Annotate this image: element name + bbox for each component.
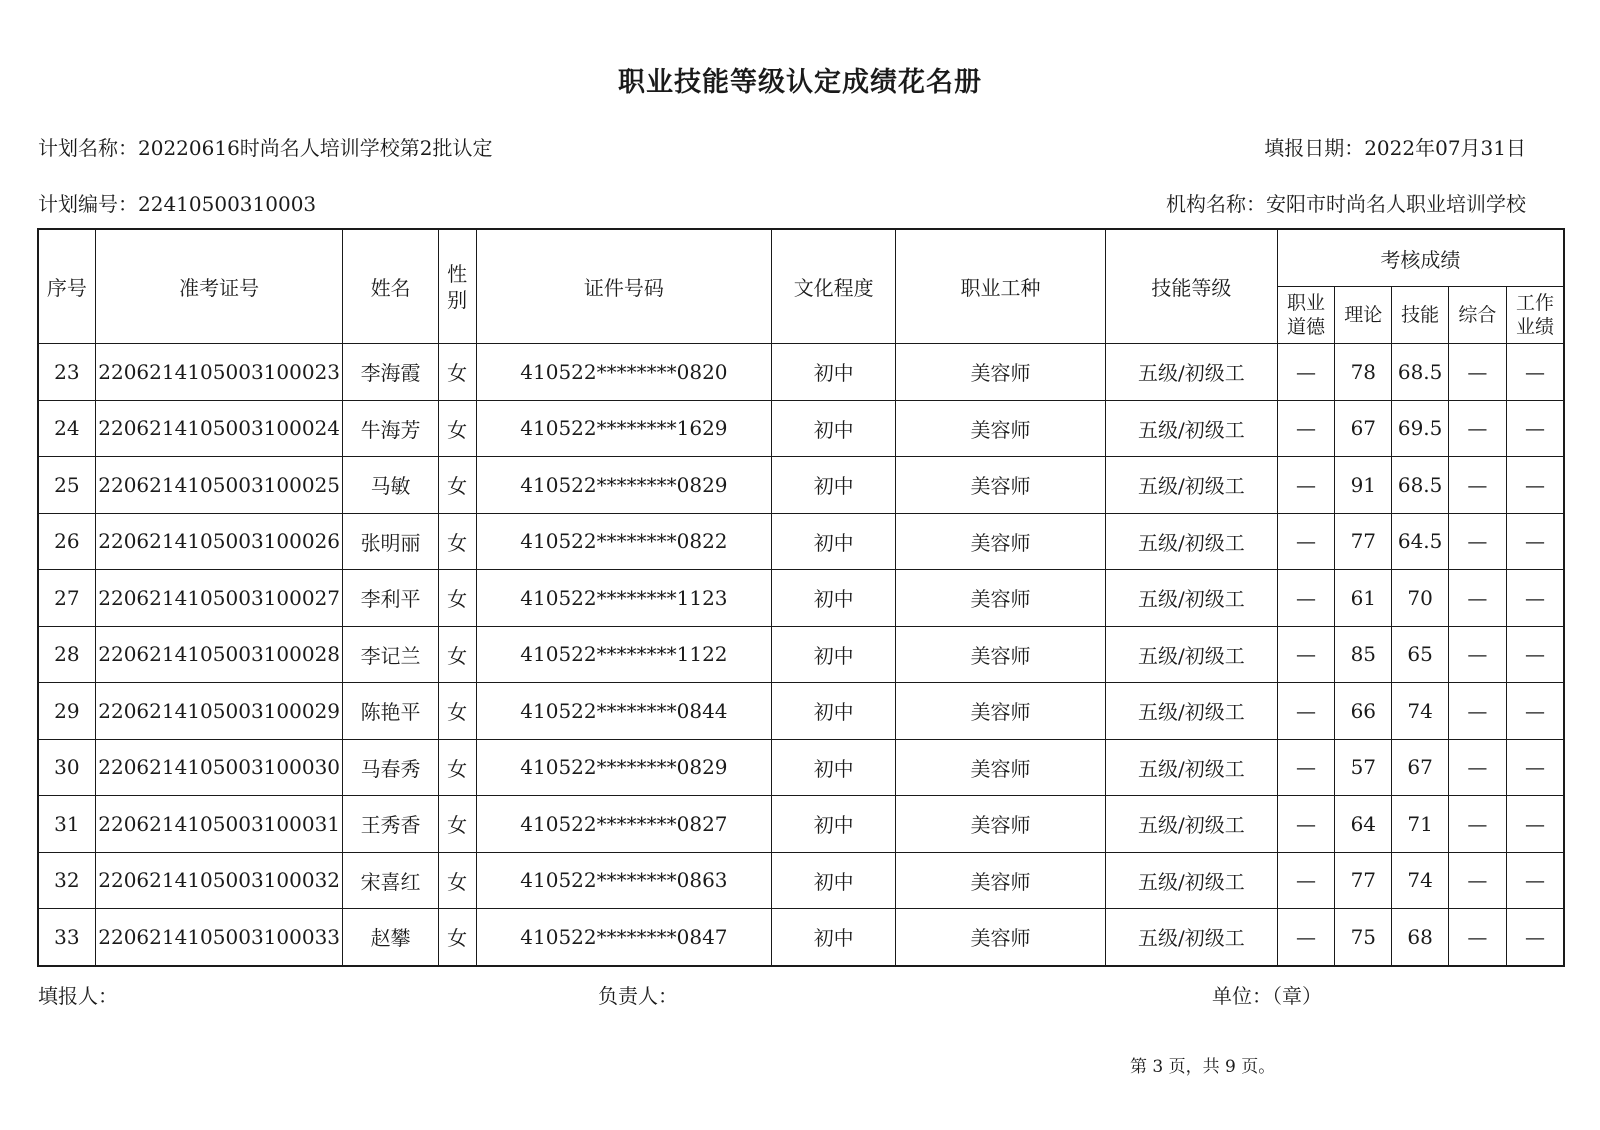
col-header-gender-line2: 别	[447, 287, 468, 312]
cell-ethics: —	[1277, 852, 1334, 909]
table-row	[38, 513, 1564, 570]
cell-overall: —	[1448, 570, 1506, 627]
cell-ethics: —	[1277, 457, 1334, 514]
cell-education: 初中	[772, 344, 896, 401]
cell-education: 初中	[772, 457, 896, 514]
col-header-occupation: 职业工种	[896, 229, 1106, 344]
cell-occupation: 美容师	[896, 570, 1106, 627]
cell-occupation: 美容师	[896, 457, 1106, 514]
cell-level: 五级/初级工	[1105, 344, 1277, 401]
table-row	[38, 570, 1564, 627]
cell-id: 410522********0847	[476, 909, 772, 966]
cell-work: —	[1507, 909, 1564, 966]
cell-id: 410522********0820	[476, 344, 772, 401]
cell-theory: 61	[1335, 570, 1392, 627]
cell-education: 初中	[772, 626, 896, 683]
cell-theory: 77	[1335, 513, 1392, 570]
cell-seq: 33	[38, 909, 95, 966]
cell-gender: 女	[438, 570, 476, 627]
cell-gender: 女	[438, 739, 476, 796]
cell-name: 马敏	[343, 457, 438, 514]
cell-ticket: 2206214105003100031	[95, 796, 343, 853]
table-row	[38, 739, 1564, 796]
score-roster-table	[37, 228, 1565, 967]
responsible-label: 负责人：	[598, 984, 678, 1008]
cell-overall: —	[1448, 683, 1506, 740]
cell-level: 五级/初级工	[1105, 400, 1277, 457]
cell-theory: 67	[1335, 400, 1392, 457]
cell-work: —	[1507, 457, 1564, 514]
cell-ticket: 2206214105003100026	[95, 513, 343, 570]
col-header-overall: 综合	[1448, 287, 1506, 344]
col-header-id: 证件号码	[476, 229, 772, 344]
cell-ethics: —	[1277, 400, 1334, 457]
cell-name: 宋喜红	[343, 852, 438, 909]
cell-skill: 74	[1392, 683, 1448, 740]
cell-work: —	[1507, 796, 1564, 853]
cell-skill: 68.5	[1392, 344, 1448, 401]
cell-overall: —	[1448, 513, 1506, 570]
cell-skill: 68	[1392, 909, 1448, 966]
cell-education: 初中	[772, 852, 896, 909]
cell-name: 李海霞	[343, 344, 438, 401]
cell-gender: 女	[438, 400, 476, 457]
cell-id: 410522********0822	[476, 513, 772, 570]
cell-occupation: 美容师	[896, 683, 1106, 740]
cell-seq: 28	[38, 626, 95, 683]
col-header-education: 文化程度	[772, 229, 896, 344]
table-row	[38, 344, 1564, 401]
cell-gender: 女	[438, 683, 476, 740]
cell-work: —	[1507, 344, 1564, 401]
col-header-ethics-line1: 职业	[1286, 292, 1325, 314]
cell-level: 五级/初级工	[1105, 683, 1277, 740]
col-header-level: 技能等级	[1105, 229, 1277, 344]
cell-skill: 70	[1392, 570, 1448, 627]
table-row	[38, 400, 1564, 457]
cell-occupation: 美容师	[896, 739, 1106, 796]
unit-stamp-label: 单位：（章）	[1212, 984, 1322, 1008]
cell-ethics: —	[1277, 626, 1334, 683]
fill-date: 填报日期：2022年07月31日	[1264, 136, 1526, 160]
filler-label: 填报人：	[38, 984, 118, 1008]
cell-name: 赵攀	[343, 909, 438, 966]
col-header-ethics	[1277, 287, 1334, 344]
cell-name: 马春秀	[343, 739, 438, 796]
cell-ticket: 2206214105003100025	[95, 457, 343, 514]
cell-occupation: 美容师	[896, 626, 1106, 683]
cell-name: 张明丽	[343, 513, 438, 570]
table-row	[38, 683, 1564, 740]
cell-education: 初中	[772, 683, 896, 740]
cell-work: —	[1507, 513, 1564, 570]
cell-overall: —	[1448, 909, 1506, 966]
cell-education: 初中	[772, 570, 896, 627]
cell-id: 410522********0844	[476, 683, 772, 740]
cell-theory: 64	[1335, 796, 1392, 853]
cell-seq: 31	[38, 796, 95, 853]
cell-gender: 女	[438, 909, 476, 966]
cell-gender: 女	[438, 344, 476, 401]
col-header-ethics-line2: 道德	[1286, 316, 1325, 338]
cell-gender: 女	[438, 626, 476, 683]
cell-skill: 68.5	[1392, 457, 1448, 514]
org-name: 机构名称：安阳市时尚名人职业培训学校	[1166, 192, 1526, 216]
cell-work: —	[1507, 852, 1564, 909]
cell-education: 初中	[772, 739, 896, 796]
cell-ticket: 2206214105003100029	[95, 683, 343, 740]
cell-id: 410522********1123	[476, 570, 772, 627]
header-row	[38, 229, 1564, 287]
cell-occupation: 美容师	[896, 909, 1106, 966]
cell-theory: 75	[1335, 909, 1392, 966]
cell-education: 初中	[772, 909, 896, 966]
cell-ticket: 2206214105003100027	[95, 570, 343, 627]
col-header-gender	[438, 229, 476, 344]
cell-ticket: 2206214105003100024	[95, 400, 343, 457]
cell-education: 初中	[772, 513, 896, 570]
cell-ethics: —	[1277, 909, 1334, 966]
cell-level: 五级/初级工	[1105, 909, 1277, 966]
table-row	[38, 626, 1564, 683]
cell-level: 五级/初级工	[1105, 626, 1277, 683]
cell-overall: —	[1448, 400, 1506, 457]
cell-name: 李利平	[343, 570, 438, 627]
cell-gender: 女	[438, 796, 476, 853]
cell-education: 初中	[772, 400, 896, 457]
cell-theory: 91	[1335, 457, 1392, 514]
plan-number: 计划编号：22410500310003	[38, 192, 317, 216]
cell-skill: 64.5	[1392, 513, 1448, 570]
cell-ticket: 2206214105003100033	[95, 909, 343, 966]
cell-occupation: 美容师	[896, 400, 1106, 457]
cell-level: 五级/初级工	[1105, 513, 1277, 570]
cell-level: 五级/初级工	[1105, 739, 1277, 796]
table-row	[38, 909, 1564, 966]
cell-ticket: 2206214105003100030	[95, 739, 343, 796]
cell-theory: 57	[1335, 739, 1392, 796]
cell-work: —	[1507, 570, 1564, 627]
cell-work: —	[1507, 739, 1564, 796]
plan-name: 计划名称：20220616时尚名人培训学校第2批认定	[38, 136, 493, 160]
cell-skill: 67	[1392, 739, 1448, 796]
cell-gender: 女	[438, 457, 476, 514]
cell-level: 五级/初级工	[1105, 570, 1277, 627]
cell-ethics: —	[1277, 683, 1334, 740]
cell-skill: 74	[1392, 852, 1448, 909]
cell-ethics: —	[1277, 796, 1334, 853]
cell-theory: 85	[1335, 626, 1392, 683]
cell-theory: 66	[1335, 683, 1392, 740]
cell-overall: —	[1448, 626, 1506, 683]
col-header-work-line1: 工作	[1516, 292, 1555, 314]
cell-id: 410522********1629	[476, 400, 772, 457]
col-header-name: 姓名	[343, 229, 438, 344]
col-header-ticket: 准考证号	[95, 229, 343, 344]
cell-id: 410522********0827	[476, 796, 772, 853]
cell-level: 五级/初级工	[1105, 796, 1277, 853]
col-header-gender-line1: 性	[447, 261, 468, 286]
cell-ethics: —	[1277, 570, 1334, 627]
cell-name: 李记兰	[343, 626, 438, 683]
cell-name: 牛海芳	[343, 400, 438, 457]
cell-name: 陈艳平	[343, 683, 438, 740]
cell-ethics: —	[1277, 344, 1334, 401]
table-row	[38, 852, 1564, 909]
cell-occupation: 美容师	[896, 344, 1106, 401]
page-indicator: 第 3 页，共 9 页。	[1130, 1057, 1276, 1077]
cell-theory: 77	[1335, 852, 1392, 909]
cell-skill: 65	[1392, 626, 1448, 683]
cell-id: 410522********1122	[476, 626, 772, 683]
cell-level: 五级/初级工	[1105, 457, 1277, 514]
cell-overall: —	[1448, 457, 1506, 514]
table-row	[38, 796, 1564, 853]
cell-skill: 69.5	[1392, 400, 1448, 457]
cell-education: 初中	[772, 796, 896, 853]
col-header-work-line2: 业绩	[1516, 316, 1555, 338]
cell-id: 410522********0829	[476, 739, 772, 796]
cell-id: 410522********0829	[476, 457, 772, 514]
cell-id: 410522********0863	[476, 852, 772, 909]
cell-ticket: 2206214105003100028	[95, 626, 343, 683]
cell-occupation: 美容师	[896, 513, 1106, 570]
cell-gender: 女	[438, 513, 476, 570]
cell-ticket: 2206214105003100032	[95, 852, 343, 909]
table-row	[38, 457, 1564, 514]
cell-overall: —	[1448, 796, 1506, 853]
col-header-skill: 技能	[1392, 287, 1448, 344]
cell-level: 五级/初级工	[1105, 852, 1277, 909]
cell-work: —	[1507, 626, 1564, 683]
cell-overall: —	[1448, 344, 1506, 401]
cell-ticket: 2206214105003100023	[95, 344, 343, 401]
col-header-scores: 考核成绩	[1277, 229, 1564, 287]
cell-seq: 24	[38, 400, 95, 457]
cell-work: —	[1507, 683, 1564, 740]
cell-seq: 23	[38, 344, 95, 401]
cell-theory: 78	[1335, 344, 1392, 401]
cell-gender: 女	[438, 852, 476, 909]
cell-seq: 26	[38, 513, 95, 570]
cell-seq: 32	[38, 852, 95, 909]
cell-work: —	[1507, 400, 1564, 457]
cell-ethics: —	[1277, 739, 1334, 796]
cell-seq: 27	[38, 570, 95, 627]
cell-seq: 29	[38, 683, 95, 740]
cell-skill: 71	[1392, 796, 1448, 853]
page-title: 职业技能等级认定成绩花名册	[618, 67, 982, 98]
cell-name: 王秀香	[343, 796, 438, 853]
cell-ethics: —	[1277, 513, 1334, 570]
cell-occupation: 美容师	[896, 796, 1106, 853]
col-header-work	[1507, 287, 1564, 344]
col-header-theory: 理论	[1335, 287, 1392, 344]
cell-seq: 25	[38, 457, 95, 514]
cell-overall: —	[1448, 852, 1506, 909]
cell-seq: 30	[38, 739, 95, 796]
cell-overall: —	[1448, 739, 1506, 796]
cell-occupation: 美容师	[896, 852, 1106, 909]
col-header-seq: 序号	[38, 229, 95, 344]
